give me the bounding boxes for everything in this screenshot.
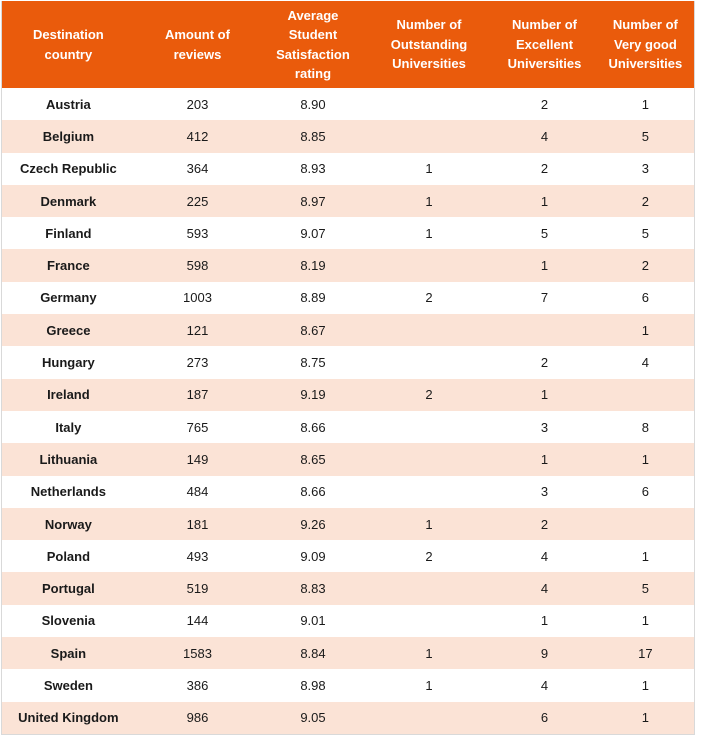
rating-cell: 8.83 <box>260 572 366 604</box>
table-row <box>2 702 694 734</box>
header-line: Excellent <box>515 36 574 52</box>
reviews-cell: 203 <box>135 88 260 120</box>
very-good-cell: 1 <box>597 88 694 120</box>
rating-cell: 8.75 <box>260 346 366 378</box>
table-row <box>2 249 694 281</box>
rating-cell: 9.01 <box>260 605 366 637</box>
rating-cell: 8.85 <box>260 120 366 152</box>
table-row <box>2 637 694 669</box>
outstanding-cell <box>366 572 492 604</box>
reviews-cell: 765 <box>135 411 260 443</box>
table-row <box>2 120 694 152</box>
reviews-cell: 364 <box>135 153 260 185</box>
rating-cell: 8.90 <box>260 88 366 120</box>
very-good-cell: 5 <box>597 572 694 604</box>
outstanding-cell <box>366 346 492 378</box>
country-cell: United Kingdom <box>2 702 135 734</box>
rating-cell: 9.05 <box>260 702 366 734</box>
table-row <box>2 605 694 637</box>
header-line: Very good <box>613 36 677 52</box>
excellent-cell: 5 <box>492 217 597 249</box>
reviews-cell: 1003 <box>135 282 260 314</box>
table-row <box>2 88 694 120</box>
very-good-cell: 1 <box>597 540 694 572</box>
very-good-cell: 3 <box>597 153 694 185</box>
table-row <box>2 540 694 572</box>
outstanding-cell: 1 <box>366 217 492 249</box>
header-line: Destination <box>32 27 104 42</box>
excellent-cell: 1 <box>492 605 597 637</box>
reviews-cell: 412 <box>135 120 260 152</box>
reviews-cell: 187 <box>135 379 260 411</box>
header-line: rating <box>294 66 332 81</box>
rating-cell: 9.07 <box>260 217 366 249</box>
excellent-cell: 4 <box>492 669 597 701</box>
excellent-cell: 3 <box>492 411 597 443</box>
reviews-cell: 519 <box>135 572 260 604</box>
very-good-cell: 1 <box>597 702 694 734</box>
rating-cell: 8.65 <box>260 443 366 475</box>
header-line: Outstanding <box>390 36 468 52</box>
satisfaction-rating-header <box>260 1 366 88</box>
header-line: country <box>44 46 93 62</box>
outstanding-cell <box>366 443 492 475</box>
header-row <box>2 1 694 88</box>
reviews-cell: 225 <box>135 185 260 217</box>
very-good-cell <box>597 379 694 411</box>
table-row <box>2 411 694 443</box>
rating-cell: 8.89 <box>260 282 366 314</box>
excellent-cell: 2 <box>492 346 597 378</box>
excellent-cell: 2 <box>492 508 597 540</box>
country-cell: Finland <box>2 217 135 249</box>
very-good-cell: 6 <box>597 282 694 314</box>
excellent-cell: 2 <box>492 153 597 185</box>
reviews-cell: 1583 <box>135 637 260 669</box>
table-row <box>2 314 694 346</box>
very-good-universities-header <box>597 1 694 88</box>
outstanding-cell: 1 <box>366 185 492 217</box>
reviews-cell: 386 <box>135 669 260 701</box>
excellent-cell: 1 <box>492 443 597 475</box>
header-line: Number of <box>612 17 678 33</box>
very-good-cell: 6 <box>597 476 694 508</box>
header-line: Amount of <box>164 27 230 42</box>
amount-of-reviews-header <box>135 1 260 88</box>
country-cell: Belgium <box>2 120 135 152</box>
outstanding-cell: 1 <box>366 153 492 185</box>
country-cell: Poland <box>2 540 135 572</box>
rating-cell: 9.26 <box>260 508 366 540</box>
table-row <box>2 669 694 701</box>
excellent-cell: 7 <box>492 282 597 314</box>
outstanding-cell <box>366 411 492 443</box>
header-line: Universities <box>608 56 683 72</box>
country-cell: Italy <box>2 411 135 443</box>
universities-table <box>2 1 694 734</box>
excellent-cell: 1 <box>492 379 597 411</box>
header-line: Satisfaction <box>276 46 350 62</box>
excellent-cell: 2 <box>492 88 597 120</box>
reviews-cell: 181 <box>135 508 260 540</box>
reviews-cell: 598 <box>135 249 260 281</box>
country-cell: Greece <box>2 314 135 346</box>
very-good-cell: 5 <box>597 120 694 152</box>
outstanding-cell <box>366 314 492 346</box>
country-cell: Czech Republic <box>2 153 135 185</box>
country-cell: Sweden <box>2 669 135 701</box>
very-good-cell <box>597 508 694 540</box>
table-row <box>2 185 694 217</box>
header-line: Student <box>288 27 338 42</box>
header-line: Universities <box>507 56 582 72</box>
excellent-cell: 6 <box>492 702 597 734</box>
country-cell: Austria <box>2 88 135 120</box>
excellent-cell: 3 <box>492 476 597 508</box>
outstanding-cell <box>366 249 492 281</box>
rating-cell: 8.93 <box>260 153 366 185</box>
country-cell: Germany <box>2 282 135 314</box>
very-good-cell: 1 <box>597 314 694 346</box>
header-line: Number of <box>396 17 462 33</box>
country-cell: Denmark <box>2 185 135 217</box>
rating-cell: 8.67 <box>260 314 366 346</box>
country-cell: Norway <box>2 508 135 540</box>
excellent-cell: 1 <box>492 185 597 217</box>
rating-cell: 9.19 <box>260 379 366 411</box>
reviews-cell: 121 <box>135 314 260 346</box>
rating-cell: 8.66 <box>260 411 366 443</box>
country-cell: Lithuania <box>2 443 135 475</box>
reviews-cell: 484 <box>135 476 260 508</box>
table-row <box>2 443 694 475</box>
country-cell: France <box>2 249 135 281</box>
excellent-cell: 4 <box>492 572 597 604</box>
header-line: reviews <box>173 46 222 62</box>
outstanding-cell <box>366 476 492 508</box>
outstanding-cell: 2 <box>366 540 492 572</box>
outstanding-cell: 1 <box>366 637 492 669</box>
header-line: Universities <box>392 56 466 72</box>
outstanding-cell <box>366 605 492 637</box>
table-row <box>2 572 694 604</box>
very-good-cell: 4 <box>597 346 694 378</box>
country-cell: Hungary <box>2 346 135 378</box>
table-row <box>2 379 694 411</box>
reviews-cell: 273 <box>135 346 260 378</box>
reviews-cell: 593 <box>135 217 260 249</box>
table-row <box>2 282 694 314</box>
very-good-cell: 1 <box>597 605 694 637</box>
country-cell: Netherlands <box>2 476 135 508</box>
table-body <box>2 88 694 734</box>
outstanding-cell: 1 <box>366 669 492 701</box>
outstanding-cell: 1 <box>366 508 492 540</box>
rating-cell: 8.84 <box>260 637 366 669</box>
outstanding-cell <box>366 88 492 120</box>
table-row <box>2 476 694 508</box>
rating-cell: 8.97 <box>260 185 366 217</box>
rating-cell: 8.98 <box>260 669 366 701</box>
very-good-cell: 2 <box>597 249 694 281</box>
reviews-cell: 144 <box>135 605 260 637</box>
table-row <box>2 508 694 540</box>
header-line: Average <box>287 7 339 23</box>
rating-cell: 8.66 <box>260 476 366 508</box>
excellent-cell <box>492 314 597 346</box>
very-good-cell: 1 <box>597 443 694 475</box>
rating-cell: 8.19 <box>260 249 366 281</box>
destination-country-header <box>2 1 135 88</box>
table-row <box>2 217 694 249</box>
rating-cell: 9.09 <box>260 540 366 572</box>
outstanding-cell <box>366 702 492 734</box>
country-cell: Spain <box>2 637 135 669</box>
very-good-cell: 2 <box>597 185 694 217</box>
excellent-cell: 1 <box>492 249 597 281</box>
outstanding-cell: 2 <box>366 282 492 314</box>
outstanding-cell <box>366 120 492 152</box>
excellent-cell: 4 <box>492 120 597 152</box>
very-good-cell: 8 <box>597 411 694 443</box>
outstanding-cell: 2 <box>366 379 492 411</box>
header-line: Number of <box>511 17 577 33</box>
excellent-universities-header <box>492 1 597 88</box>
excellent-cell: 4 <box>492 540 597 572</box>
table-row <box>2 346 694 378</box>
table-header <box>2 1 694 88</box>
country-cell: Slovenia <box>2 605 135 637</box>
country-cell: Ireland <box>2 379 135 411</box>
very-good-cell: 5 <box>597 217 694 249</box>
excellent-cell: 9 <box>492 637 597 669</box>
reviews-cell: 986 <box>135 702 260 734</box>
reviews-cell: 493 <box>135 540 260 572</box>
very-good-cell: 1 <box>597 669 694 701</box>
very-good-cell: 17 <box>597 637 694 669</box>
universities-table-wrapper <box>1 1 695 735</box>
table-row <box>2 153 694 185</box>
outstanding-universities-header <box>366 1 492 88</box>
country-cell: Portugal <box>2 572 135 604</box>
reviews-cell: 149 <box>135 443 260 475</box>
